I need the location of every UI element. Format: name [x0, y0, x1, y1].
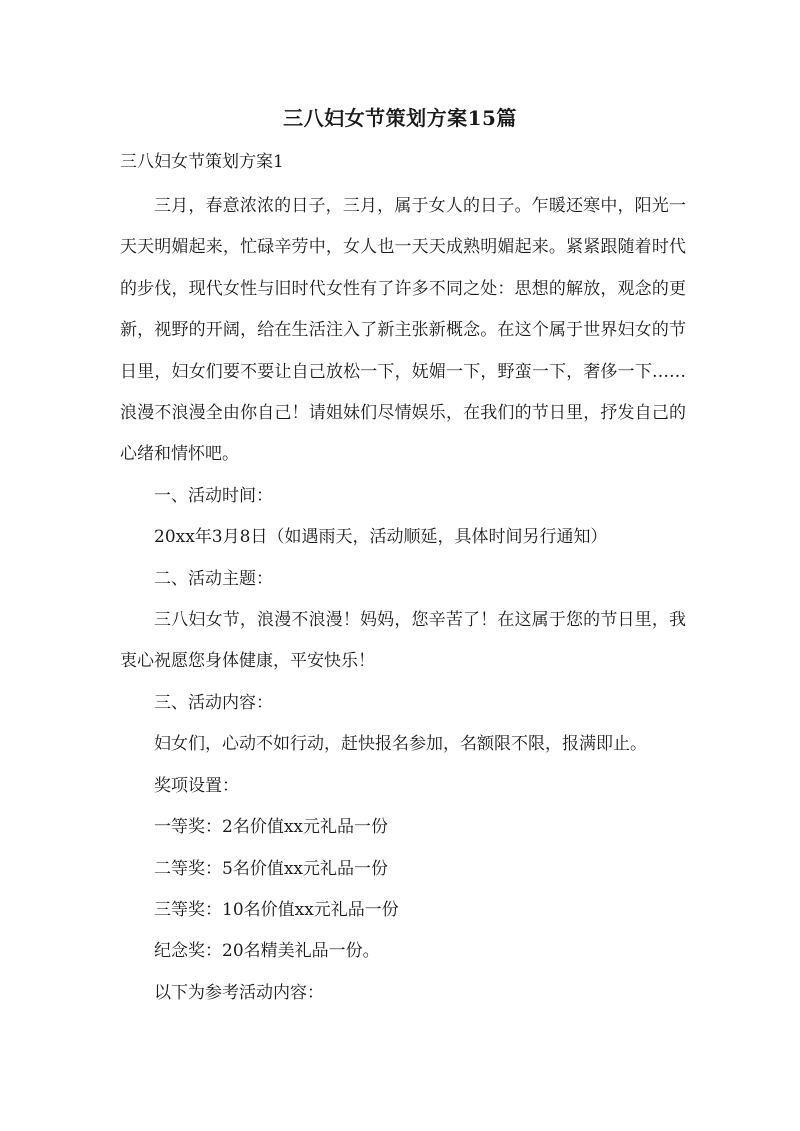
souvenir-prize: 纪念奖：20名精美礼品一份。 — [154, 941, 380, 962]
document-title: 三八妇女节策划方案15篇 — [283, 106, 517, 130]
activity-content-heading: 三、活动内容： — [154, 692, 273, 713]
second-prize: 二等奖：5名价值xx元礼品一份 — [154, 858, 388, 879]
activity-theme-heading: 二、活动主题： — [154, 568, 273, 589]
section-heading: 三八妇女节策划方案1 — [120, 152, 284, 172]
document-body — [120, 186, 686, 1014]
activity-content-text: 妇女们，心动不如行动，赶快报名参加，名额限不限，报满即止。 — [154, 734, 647, 755]
awards-heading: 奖项设置： — [154, 775, 239, 796]
intro-paragraph: 三月，春意浓浓的日子，三月，属于女人的日子。乍暖还寒中，阳光一天天明媚起来，忙碌辛劳中，女人也一天天成熟明媚起来。紧紧跟随着时代的步伐，现代女性与旧时代女性有了许多不同之处：思想的解放，观念的更新，视野的开阔，给在生活注入了新主张新概念。在这个属于世界妇女的节日里，妇女们要不要让自己放松一下，妩媚一下，野蛮一下，奢侈一下……浪漫不浪漫全由你自己！请姐妹们尽情娱乐，在我们的节日里，抒发自己的心绪和情怀吧。 — [120, 196, 686, 465]
reference-activities-heading: 以下为参考活动内容： — [154, 982, 324, 1003]
third-prize: 三等奖：10名价值xx元礼品一份 — [154, 899, 399, 920]
first-prize: 一等奖：2名价值xx元礼品一份 — [154, 817, 388, 838]
activity-time-text: 20xx年3月8日（如遇雨天，活动顺延，具体时间另行通知） — [154, 527, 608, 548]
activity-theme-text: 三八妇女节，浪漫不浪漫！妈妈，您辛苦了！在这属于您的节日里，我衷心祝愿您身体健康，平安快乐！ — [120, 610, 686, 672]
activity-time-heading: 一、活动时间： — [154, 485, 273, 506]
